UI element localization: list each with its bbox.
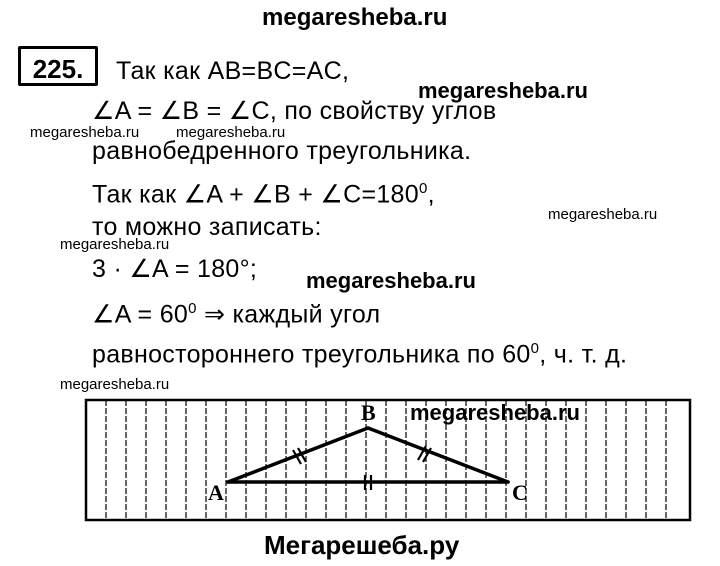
vertex-a-label: A xyxy=(208,480,224,505)
watermark-mid-3: megaresheba.ru xyxy=(306,268,476,293)
watermark-left-1: megaresheba.ru xyxy=(30,124,140,141)
solution-line-1: Так как AB=BC=AC, xyxy=(116,57,350,85)
watermark-figure: megaresheba.ru xyxy=(410,400,580,425)
solution-line-3: равнобедренного треугольника. xyxy=(92,137,472,165)
solution-line-8: равностороннего треугольника по $60^0$, ч. т. д. xyxy=(92,340,628,369)
side-ab xyxy=(228,428,368,482)
problem-number: 225. xyxy=(18,46,98,86)
figure-border xyxy=(86,400,690,520)
vertex-c-label: C xyxy=(512,480,528,505)
solution-line-5: то можно записать: xyxy=(92,213,322,241)
watermark-left-3: megaresheba.ru xyxy=(60,376,170,393)
solution-line-7: ∠A = $60^0$ ⇒ каждый угол xyxy=(92,300,381,329)
footer-watermark: Мегарешеба.ру xyxy=(264,530,460,560)
vertex-b-label: B xyxy=(361,400,376,425)
watermark-left-2: megaresheba.ru xyxy=(60,236,170,253)
solution-line-6: 3 · ∠A = 180°; xyxy=(92,255,258,283)
watermark-mid-2: megaresheba.ru xyxy=(176,124,286,141)
figure-grid xyxy=(86,400,690,520)
solution-line-4: Так как ∠A + ∠B + $\angle C=180^0$, xyxy=(92,180,435,209)
header-watermark: megaresheba.ru xyxy=(262,4,448,31)
watermark-mid-1: megaresheba.ru xyxy=(418,78,588,103)
watermark-right-1: megaresheba.ru xyxy=(548,206,658,223)
side-bc xyxy=(368,428,508,482)
solution-line-2: ∠A = ∠B = ∠C, по свойству углов xyxy=(92,97,497,125)
